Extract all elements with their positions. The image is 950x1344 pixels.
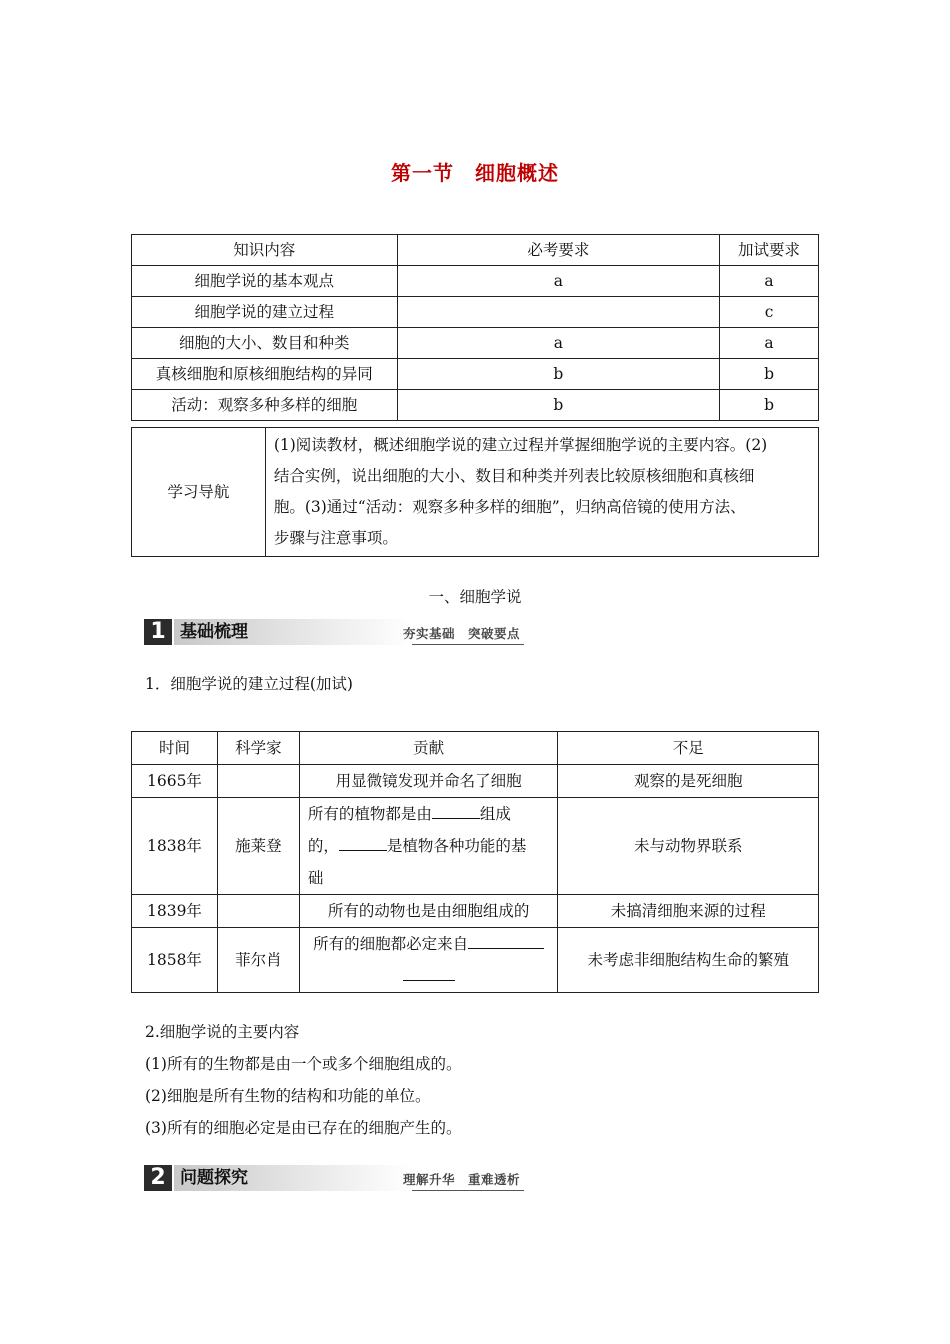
shortcoming-cell: 观察的是死细胞 (558, 765, 819, 798)
scientist-cell: 施莱登 (217, 798, 299, 895)
banner-rule (412, 1190, 524, 1191)
scientist-cell (217, 895, 299, 928)
banner-label: 基础梳理 (174, 619, 412, 645)
contribution-text: 础 (307, 869, 324, 887)
extra-cell: a (720, 328, 819, 359)
header-cell: 贡献 (299, 732, 558, 765)
study-guide-line: 胞。(3)通过“活动：观察多种多样的细胞”，归纳高倍镜的使用方法、 (273, 498, 746, 516)
contribution-cell (299, 798, 558, 895)
table-row (132, 297, 819, 328)
year-cell: 1858年 (132, 928, 218, 993)
item2-point: (3)所有的细胞必定是由已存在的细胞产生的。 (145, 1119, 462, 1137)
fill-blank (468, 932, 544, 949)
shortcoming-cell: 未与动物界联系 (558, 798, 819, 895)
banner-subtitle: 理解升华 重难透析 (402, 1172, 520, 1187)
requirements-table (131, 234, 819, 421)
shortcoming-cell: 未搞清细胞来源的过程 (558, 895, 819, 928)
fill-blank (403, 964, 455, 981)
study-guide-line: 结合实例，说出细胞的大小、数目和种类并列表比较原核细胞和真核细 (273, 467, 755, 485)
content-cell: 细胞的大小、数目和种类 (132, 328, 398, 359)
study-guide-text (265, 428, 818, 557)
study-guide-row (132, 428, 819, 557)
header-cell: 加试要求 (720, 235, 819, 266)
contribution-text: 组成 (479, 805, 511, 823)
study-guide-line: 步骤与注意事项。 (273, 529, 398, 547)
contribution-text: 所有的植物都是由 (307, 805, 432, 823)
content-cell: 细胞学说的建立过程 (132, 297, 398, 328)
table-row (132, 390, 819, 421)
history-table (131, 731, 819, 993)
banner-basics (144, 617, 524, 647)
banner-label: 问题探究 (174, 1165, 412, 1191)
header-cell: 时间 (132, 732, 218, 765)
banner-number: 1 (144, 619, 172, 645)
shortcoming-cell: 未考虑非细胞结构生命的繁殖 (558, 928, 819, 993)
header-cell: 科学家 (217, 732, 299, 765)
section-heading: 一、细胞学说 (428, 588, 522, 606)
study-guide-table (131, 427, 819, 557)
item2-point: (2)细胞是所有生物的结构和功能的单位。 (145, 1087, 431, 1105)
study-guide-label: 学习导航 (132, 428, 266, 557)
contribution-cell: 用显微镜发现并命名了细胞 (299, 765, 558, 798)
scientist-cell: 菲尔肖 (217, 928, 299, 993)
extra-cell: a (720, 266, 819, 297)
item1-title: 1．细胞学说的建立过程(加试) (145, 675, 353, 693)
contribution-text: 的， (307, 837, 339, 855)
contribution-cell (299, 928, 558, 993)
table-header-row (132, 732, 819, 765)
table-row (132, 895, 819, 928)
required-cell: b (397, 390, 719, 421)
required-cell: a (397, 328, 719, 359)
study-guide-line: (1)阅读教材，概述细胞学说的建立过程并掌握细胞学说的主要内容。(2) (273, 436, 768, 454)
header-cell: 必考要求 (397, 235, 719, 266)
fill-blank (339, 834, 387, 851)
header-cell: 知识内容 (132, 235, 398, 266)
contribution-text: 是植物各种功能的基 (386, 837, 527, 855)
table-row (132, 765, 819, 798)
contribution-text: 所有的细胞都必定来自 (313, 935, 469, 953)
table-row (132, 266, 819, 297)
page-title: 第一节 细胞概述 (391, 161, 559, 185)
item2-title: 2.细胞学说的主要内容 (145, 1023, 300, 1041)
content-cell: 细胞学说的基本观点 (132, 266, 398, 297)
table-row (132, 359, 819, 390)
banner-number: 2 (144, 1165, 172, 1191)
banner-subtitle: 夯实基础 突破要点 (402, 626, 520, 641)
required-cell: a (397, 266, 719, 297)
extra-cell: b (720, 359, 819, 390)
fill-blank (432, 802, 480, 819)
required-cell: b (397, 359, 719, 390)
year-cell: 1838年 (132, 798, 218, 895)
table-row (132, 798, 819, 895)
scientist-cell (217, 765, 299, 798)
item2-point: (1)所有的生物都是由一个或多个细胞组成的。 (145, 1055, 462, 1073)
required-cell (397, 297, 719, 328)
table-row (132, 928, 819, 993)
year-cell: 1665年 (132, 765, 218, 798)
extra-cell: c (720, 297, 819, 328)
year-cell: 1839年 (132, 895, 218, 928)
table-row (132, 328, 819, 359)
extra-cell: b (720, 390, 819, 421)
content-cell: 真核细胞和原核细胞结构的异同 (132, 359, 398, 390)
banner-exploration (144, 1163, 524, 1193)
contribution-cell: 所有的动物也是由细胞组成的 (299, 895, 558, 928)
table-header-row (132, 235, 819, 266)
content-cell: 活动：观察多种多样的细胞 (132, 390, 398, 421)
header-cell: 不足 (558, 732, 819, 765)
banner-rule (412, 644, 524, 645)
